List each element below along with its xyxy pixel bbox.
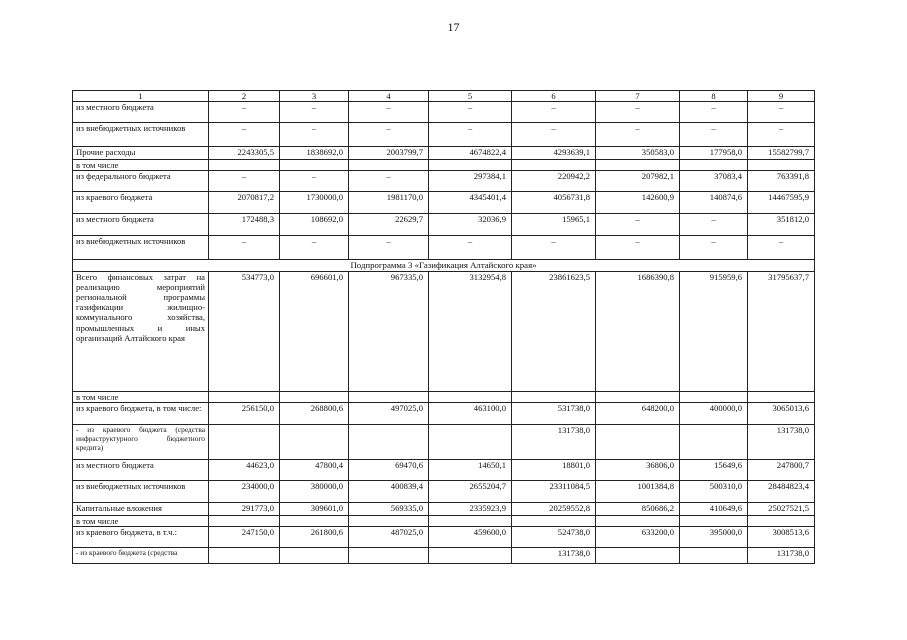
column-number: 2 <box>209 91 280 102</box>
value-cell <box>596 391 680 402</box>
value-cell <box>429 391 512 402</box>
value-cell: 487025,0 <box>349 527 429 548</box>
value-cell: – <box>429 102 512 123</box>
value-cell: 350583,0 <box>596 147 680 160</box>
value-cell: – <box>596 102 680 123</box>
value-cell <box>680 160 748 171</box>
value-cell: 4345401,4 <box>429 192 512 214</box>
table-row <box>73 271 815 391</box>
value-cell: – <box>209 102 280 123</box>
row-label: Прочие расходы <box>73 147 209 160</box>
value-cell: – <box>429 123 512 147</box>
row-label: из внебюджетных источников <box>73 236 209 260</box>
row-label: из местного бюджета <box>73 459 209 480</box>
value-cell: 247150,0 <box>209 527 280 548</box>
value-cell <box>748 515 815 526</box>
value-cell <box>349 391 429 402</box>
table-row <box>73 459 815 480</box>
value-cell: 23311084,5 <box>512 480 596 502</box>
value-cell: 142600,9 <box>596 192 680 214</box>
row-label: из местного бюджета <box>73 102 209 123</box>
financing-table <box>72 90 815 564</box>
row-label: Капитальные вложения <box>73 502 209 515</box>
value-cell: 256150,0 <box>209 402 280 424</box>
table-row <box>73 527 815 548</box>
row-label: в том числе <box>73 391 209 402</box>
value-cell: 15649,6 <box>680 459 748 480</box>
row-label: из краевого бюджета <box>73 192 209 214</box>
value-cell: 44623,0 <box>209 459 280 480</box>
row-label: в том числе <box>73 160 209 171</box>
table-row <box>73 548 815 564</box>
value-cell: 28484823,4 <box>748 480 815 502</box>
value-cell <box>512 160 596 171</box>
value-cell: – <box>680 214 748 236</box>
value-cell: 234000,0 <box>209 480 280 502</box>
value-cell: – <box>596 236 680 260</box>
row-label: из федерального бюджета <box>73 171 209 192</box>
column-number: 5 <box>429 91 512 102</box>
value-cell: 4056731,8 <box>512 192 596 214</box>
value-cell <box>596 515 680 526</box>
value-cell: 14650,1 <box>429 459 512 480</box>
value-cell <box>429 160 512 171</box>
value-cell <box>280 515 349 526</box>
value-cell: – <box>596 214 680 236</box>
value-cell: – <box>209 123 280 147</box>
value-cell: 2003799,7 <box>349 147 429 160</box>
value-cell: 2655204,7 <box>429 480 512 502</box>
value-cell: 2335923,9 <box>429 502 512 515</box>
column-number: 1 <box>73 91 209 102</box>
value-cell: 3065013,6 <box>748 402 815 424</box>
value-cell <box>349 424 429 459</box>
row-label: из местного бюджета <box>73 214 209 236</box>
value-cell: 500310,0 <box>680 480 748 502</box>
value-cell <box>512 515 596 526</box>
row-label: из краевого бюджета, в т.ч.: <box>73 527 209 548</box>
column-number: 6 <box>512 91 596 102</box>
value-cell: – <box>429 236 512 260</box>
value-cell <box>596 424 680 459</box>
value-cell: – <box>748 123 815 147</box>
value-cell <box>209 515 280 526</box>
row-label: - из краевого бюджета (средства инфраструктурного бюджетного кредита) <box>73 424 209 459</box>
table-row <box>73 236 815 260</box>
value-cell: 15965,1 <box>512 214 596 236</box>
row-label: из внебюджетных источников <box>73 123 209 147</box>
value-cell <box>209 391 280 402</box>
value-cell: – <box>596 123 680 147</box>
value-cell: – <box>349 102 429 123</box>
page-number: 17 <box>447 20 460 34</box>
row-label: из краевого бюджета, в том числе: <box>73 402 209 424</box>
column-number: 9 <box>748 91 815 102</box>
value-cell: – <box>512 102 596 123</box>
table-row <box>73 123 815 147</box>
row-label: в том числе <box>73 515 209 526</box>
value-cell: 410649,6 <box>680 502 748 515</box>
table-row <box>73 515 815 526</box>
value-cell: – <box>512 236 596 260</box>
value-cell: – <box>512 123 596 147</box>
section-row <box>73 260 815 271</box>
value-cell <box>280 424 349 459</box>
value-cell: 18801,0 <box>512 459 596 480</box>
value-cell: 534773,0 <box>209 271 280 391</box>
value-cell <box>680 424 748 459</box>
table-row <box>73 147 815 160</box>
value-cell <box>209 160 280 171</box>
value-cell: 400839,4 <box>349 480 429 502</box>
value-cell <box>596 548 680 564</box>
value-cell: – <box>209 236 280 260</box>
value-cell: 463100,0 <box>429 402 512 424</box>
row-label: - из краевого бюджета (средства <box>73 548 209 564</box>
table-row <box>73 402 815 424</box>
value-cell: 14467595,9 <box>748 192 815 214</box>
value-cell: 1838692,0 <box>280 147 349 160</box>
value-cell: – <box>349 171 429 192</box>
value-cell: 36806,0 <box>596 459 680 480</box>
table-row <box>73 171 815 192</box>
value-cell: 140874,6 <box>680 192 748 214</box>
column-number: 8 <box>680 91 748 102</box>
value-cell: 15582799,7 <box>748 147 815 160</box>
value-cell <box>209 424 280 459</box>
value-cell: – <box>209 171 280 192</box>
table-header-row <box>73 91 815 102</box>
value-cell <box>512 391 596 402</box>
value-cell: 131738,0 <box>748 548 815 564</box>
row-label: Всего финансовых затрат на реализацию мероприятий региональной программы газификации жилищно-коммунального хозяйства, промышленных и иных организаций Алтайского края <box>73 271 209 391</box>
table-row <box>73 214 815 236</box>
value-cell: 20259552,8 <box>512 502 596 515</box>
value-cell: 108692,0 <box>280 214 349 236</box>
value-cell <box>280 548 349 564</box>
value-cell: 131738,0 <box>748 424 815 459</box>
table-row <box>73 424 815 459</box>
value-cell: 967335,0 <box>349 271 429 391</box>
value-cell <box>596 160 680 171</box>
value-cell: 395000,0 <box>680 527 748 548</box>
value-cell <box>349 548 429 564</box>
value-cell: – <box>280 102 349 123</box>
value-cell: – <box>748 102 815 123</box>
table-row <box>73 480 815 502</box>
value-cell: – <box>349 123 429 147</box>
value-cell: 172488,3 <box>209 214 280 236</box>
table-row <box>73 391 815 402</box>
value-cell <box>429 548 512 564</box>
value-cell: 380000,0 <box>280 480 349 502</box>
table-row <box>73 160 815 171</box>
value-cell: 309601,0 <box>280 502 349 515</box>
value-cell: 207982,1 <box>596 171 680 192</box>
value-cell: 400000,0 <box>680 402 748 424</box>
value-cell: – <box>680 123 748 147</box>
value-cell: 32036,9 <box>429 214 512 236</box>
value-cell: 22629,7 <box>349 214 429 236</box>
value-cell: 131738,0 <box>512 548 596 564</box>
value-cell: 497025,0 <box>349 402 429 424</box>
value-cell: 261800,6 <box>280 527 349 548</box>
value-cell <box>280 160 349 171</box>
value-cell: 1981170,0 <box>349 192 429 214</box>
value-cell: 268800,6 <box>280 402 349 424</box>
value-cell: 4674822,4 <box>429 147 512 160</box>
value-cell: – <box>680 102 748 123</box>
value-cell <box>680 515 748 526</box>
value-cell <box>209 548 280 564</box>
value-cell: 247800,7 <box>748 459 815 480</box>
value-cell: – <box>280 123 349 147</box>
table-row <box>73 502 815 515</box>
value-cell <box>349 160 429 171</box>
value-cell: 1001384,8 <box>596 480 680 502</box>
value-cell: 696601,0 <box>280 271 349 391</box>
value-cell: 763391,8 <box>748 171 815 192</box>
value-cell: 25027521,5 <box>748 502 815 515</box>
value-cell <box>680 391 748 402</box>
table-row <box>73 192 815 214</box>
row-label: из внебюджетных источников <box>73 480 209 502</box>
value-cell: 37083,4 <box>680 171 748 192</box>
value-cell: 351812,0 <box>748 214 815 236</box>
value-cell: 3008513,6 <box>748 527 815 548</box>
value-cell: 1686390,8 <box>596 271 680 391</box>
value-cell: 4293639,1 <box>512 147 596 160</box>
value-cell: 131738,0 <box>512 424 596 459</box>
value-cell <box>349 515 429 526</box>
value-cell: 291773,0 <box>209 502 280 515</box>
column-number: 4 <box>349 91 429 102</box>
value-cell: – <box>748 236 815 260</box>
value-cell: 23861623,5 <box>512 271 596 391</box>
value-cell: 524738,0 <box>512 527 596 548</box>
value-cell: 69470,6 <box>349 459 429 480</box>
value-cell: 297384,1 <box>429 171 512 192</box>
value-cell: 531738,0 <box>512 402 596 424</box>
value-cell: 648200,0 <box>596 402 680 424</box>
value-cell <box>748 391 815 402</box>
value-cell <box>429 424 512 459</box>
value-cell: 47800,4 <box>280 459 349 480</box>
column-number: 7 <box>596 91 680 102</box>
value-cell: 31795637,7 <box>748 271 815 391</box>
value-cell <box>680 548 748 564</box>
value-cell: 2243305,5 <box>209 147 280 160</box>
value-cell: 3132954,8 <box>429 271 512 391</box>
value-cell: 2070817,2 <box>209 192 280 214</box>
value-cell: – <box>349 236 429 260</box>
table-row <box>73 102 815 123</box>
value-cell <box>280 391 349 402</box>
value-cell: 459600,0 <box>429 527 512 548</box>
column-number: 3 <box>280 91 349 102</box>
value-cell: – <box>680 236 748 260</box>
value-cell: – <box>280 171 349 192</box>
value-cell <box>429 515 512 526</box>
value-cell: – <box>280 236 349 260</box>
value-cell: 220942,2 <box>512 171 596 192</box>
section-title: Подпрограмма 3 «Газификация Алтайского края» <box>73 260 815 271</box>
value-cell: 177958,0 <box>680 147 748 160</box>
value-cell <box>748 160 815 171</box>
value-cell: 633200,0 <box>596 527 680 548</box>
value-cell: 1730000,0 <box>280 192 349 214</box>
value-cell: 569335,0 <box>349 502 429 515</box>
value-cell: 850686,2 <box>596 502 680 515</box>
value-cell: 915959,6 <box>680 271 748 391</box>
